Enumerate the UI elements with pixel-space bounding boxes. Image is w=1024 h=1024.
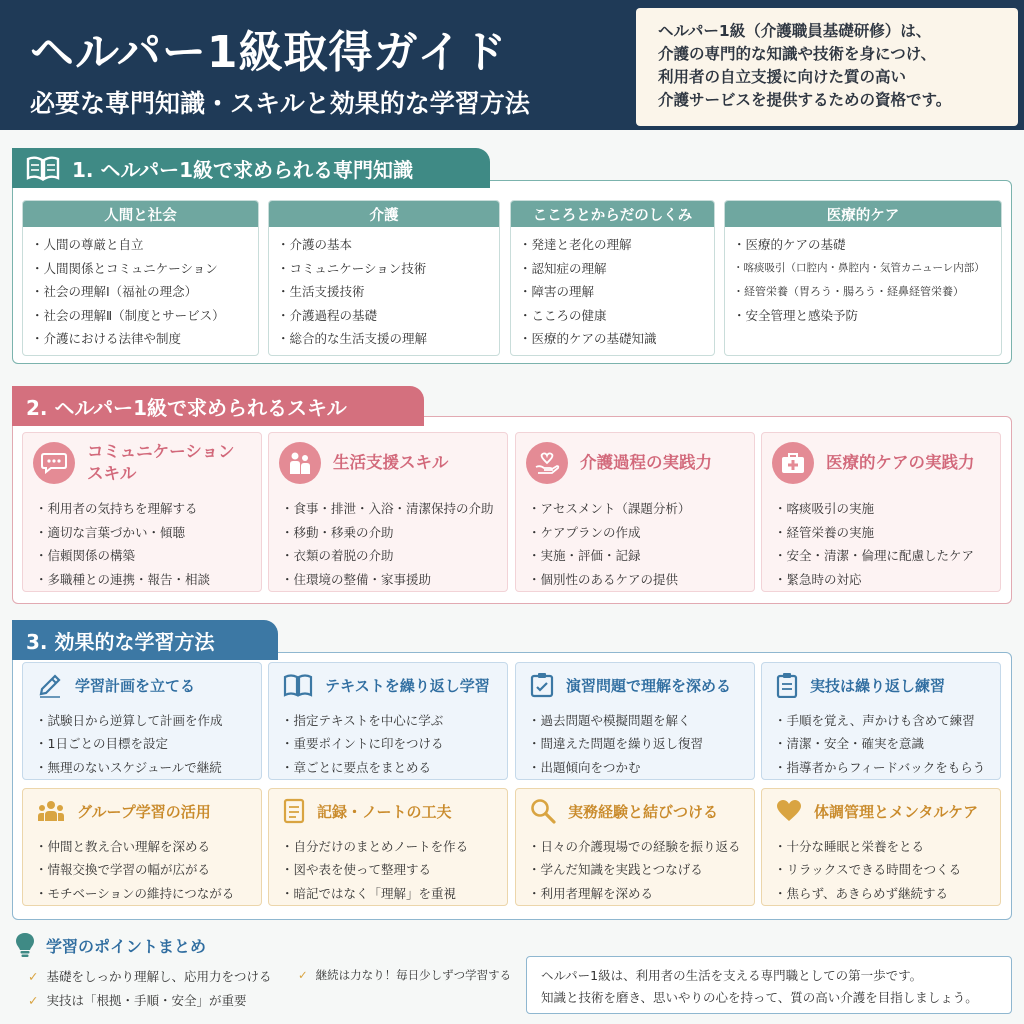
list-item: ・焦らず、あきらめず継続する bbox=[774, 885, 949, 901]
list-item: ・こころの健康 bbox=[519, 307, 607, 323]
lightbulb-icon bbox=[14, 932, 36, 958]
list-item: ・医療的ケアの基礎知識 bbox=[519, 331, 657, 347]
section-title: 2. ヘルパー1級で求められるスキル bbox=[26, 395, 347, 420]
list-item: ・重要ポイントに印をつける bbox=[281, 736, 444, 752]
list-item: ・総合的な生活支援の理解 bbox=[277, 331, 428, 347]
list-item: ・実施・評価・記録 bbox=[528, 548, 641, 564]
skills-section-tab bbox=[12, 386, 424, 426]
study-methods-section-tab bbox=[12, 620, 278, 660]
intro-line: 介護の専門的な知識や技術を身につけ、 bbox=[658, 45, 937, 63]
summary-point: ✓ 継続は力なり！毎日少しずつ学習する bbox=[298, 968, 512, 982]
knowledge-card bbox=[22, 200, 259, 356]
list-item: ・介護における法律や制度 bbox=[31, 331, 182, 347]
page-subtitle: 必要な専門知識・スキルと効果的な学習方法 bbox=[30, 89, 530, 118]
knowledge-card bbox=[724, 200, 1002, 356]
list-item: ・認知症の理解 bbox=[519, 260, 607, 276]
list-item: ・生活支援技術 bbox=[277, 284, 365, 300]
list-item: ・緊急時の対応 bbox=[774, 571, 862, 587]
closing-line: ヘルパー1級は、利用者の生活を支える専門職としての第一歩です。 bbox=[541, 968, 923, 983]
study-card bbox=[22, 662, 262, 780]
list-item: ・喀痰吸引の実施 bbox=[774, 501, 875, 516]
list-item: ・社会の理解Ⅱ（制度とサービス） bbox=[31, 307, 225, 323]
list-item: ・利用者の気持ちを理解する bbox=[35, 501, 198, 516]
list-item: ・適切な言葉づかい・傾聴 bbox=[35, 524, 186, 540]
intro-line: 介護サービスを提供するための資格です。 bbox=[658, 91, 952, 109]
summary-point: ✓ 実技は「根拠・手順・安全」が重要 bbox=[28, 992, 247, 1008]
speech-bubble-icon bbox=[33, 442, 75, 484]
card-title: 演習問題で理解を深める bbox=[566, 676, 732, 695]
list-item: ・1日ごとの目標を設定 bbox=[35, 736, 168, 752]
list-item: ・過去問題や模擬問題を解く bbox=[528, 713, 691, 728]
skill-card bbox=[22, 432, 262, 592]
card-title: スキル bbox=[87, 464, 137, 483]
list-item: ・モチベーションの維持につながる bbox=[35, 885, 235, 901]
knowledge-section-tab bbox=[12, 148, 490, 188]
list-item: ・社会の理解Ⅰ（福祉の理念） bbox=[31, 284, 198, 300]
list-item: ・手順を覚え、声かけも含めて練習 bbox=[774, 713, 975, 728]
checklist-icon bbox=[530, 672, 554, 698]
closing-message-box bbox=[526, 956, 1012, 1014]
list-item: ・多職種との連携・報告・相談 bbox=[35, 571, 211, 587]
list-item: ・経管栄養（胃ろう・腸ろう・経鼻経管栄養） bbox=[733, 285, 964, 299]
list-item: ・住環境の整備・家事援助 bbox=[281, 571, 432, 587]
list-item: ・衣類の着脱の介助 bbox=[281, 548, 394, 564]
list-item: ・コミュニケーション技術 bbox=[277, 260, 427, 276]
card-title: 体調管理とメンタルケア bbox=[814, 802, 979, 821]
list-item: ・喀痰吸引（口腔内・鼻腔内・気管カニューレ内部） bbox=[733, 261, 985, 274]
list-item: ・障害の理解 bbox=[519, 284, 595, 300]
check-icon: ✓ bbox=[298, 968, 308, 982]
list-item: ・学んだ知識を実践とつなげる bbox=[528, 862, 703, 878]
list-item: ・人間関係とコミュニケーション bbox=[31, 260, 218, 276]
intro-line: 利用者の自立支援に向けた質の高い bbox=[658, 68, 907, 86]
study-card bbox=[515, 662, 755, 780]
list-item: ・アセスメント（課題分析） bbox=[528, 501, 691, 516]
first-aid-icon bbox=[772, 442, 814, 484]
list-item: ・清潔・安全・確実を意識 bbox=[774, 736, 925, 752]
list-item: ・十分な睡眠と栄養をとる bbox=[774, 839, 925, 854]
card-title: 実務経験と結びつける bbox=[568, 802, 719, 821]
header-banner bbox=[0, 0, 1024, 130]
list-item: ・移動・移乗の介助 bbox=[281, 524, 394, 540]
list-item: ・章ごとに要点をまとめる bbox=[281, 759, 432, 775]
list-item: ・暗記ではなく「理解」を重視 bbox=[281, 885, 457, 901]
list-item: ・個別性のあるケアの提供 bbox=[528, 571, 679, 587]
list-item: ・介護過程の基礎 bbox=[277, 307, 378, 323]
study-card bbox=[268, 662, 508, 780]
study-card bbox=[515, 788, 755, 906]
skill-card bbox=[761, 432, 1001, 592]
intro-line: ヘルパー1級（介護職員基礎研修）は、 bbox=[658, 22, 932, 40]
list-item: ・出題傾向をつかむ bbox=[528, 759, 641, 775]
card-title: 記録・ノートの工夫 bbox=[317, 802, 452, 821]
study-card bbox=[761, 788, 1001, 906]
list-item: ・利用者理解を深める bbox=[528, 885, 654, 901]
list-item: ・図や表を使って整理する bbox=[281, 862, 432, 878]
section-title: 3. 効果的な学習方法 bbox=[26, 629, 215, 654]
hand-heart-icon bbox=[526, 442, 568, 484]
card-title: こころとからだのしくみ bbox=[511, 201, 714, 227]
intro-box bbox=[636, 8, 1018, 126]
list-item: ・試験日から逆算して計画を作成 bbox=[35, 713, 223, 728]
list-item: ・発達と老化の理解 bbox=[519, 237, 632, 252]
open-book-icon bbox=[283, 673, 313, 697]
list-item: ・リラックスできる時間をつくる bbox=[774, 862, 962, 878]
check-icon: ✓ bbox=[28, 968, 39, 984]
card-title: テキストを繰り返し学習 bbox=[325, 676, 490, 695]
list-item: ・指導者からフィードバックをもらう bbox=[774, 759, 986, 775]
list-item: ・ケアプランの作成 bbox=[528, 524, 641, 540]
card-title: グループ学習の活用 bbox=[77, 802, 211, 821]
list-item: ・経管栄養の実施 bbox=[774, 524, 875, 540]
clipboard-icon bbox=[776, 672, 798, 698]
notebook-icon bbox=[283, 798, 305, 824]
list-item: ・間違えた問題を繰り返し復習 bbox=[528, 736, 704, 752]
card-title: 医療的ケアの実践力 bbox=[826, 453, 975, 472]
card-title: 実技は繰り返し練習 bbox=[810, 676, 946, 695]
heart-icon bbox=[776, 799, 802, 823]
summary-header bbox=[14, 932, 206, 958]
people-icon bbox=[279, 442, 321, 484]
list-item: ・人間の尊厳と自立 bbox=[31, 237, 144, 252]
knowledge-card bbox=[510, 200, 715, 356]
list-item: ・日々の介護現場での経験を振り返る bbox=[528, 839, 741, 854]
card-title: 生活支援スキル bbox=[333, 453, 449, 472]
list-item: ・自分だけのまとめノートを作る bbox=[281, 839, 469, 854]
study-card bbox=[268, 788, 508, 906]
list-item: ・信頼関係の構築 bbox=[35, 548, 136, 564]
list-item: ・食事・排泄・入浴・清潔保持の介助 bbox=[281, 501, 494, 516]
card-title: 介護過程の実践力 bbox=[580, 453, 712, 472]
list-item: ・指定テキストを中心に学ぶ bbox=[281, 713, 444, 728]
list-item: ・医療的ケアの基礎 bbox=[733, 237, 846, 252]
card-title: コミュニケーション bbox=[87, 442, 235, 461]
list-item: ・仲間と教え合い理解を深める bbox=[35, 839, 211, 854]
magnifier-icon bbox=[530, 798, 556, 824]
pencil-icon bbox=[37, 672, 63, 698]
section-title: 1. ヘルパー1級で求められる専門知識 bbox=[72, 157, 413, 182]
summary-point: ✓ 基礎をしっかり理解し、応用力をつける bbox=[28, 968, 272, 984]
list-item: ・安全・清潔・倫理に配慮したケア bbox=[774, 548, 975, 564]
summary-title: 学習のポイントまとめ bbox=[46, 936, 207, 956]
check-icon: ✓ bbox=[28, 992, 39, 1008]
study-card bbox=[22, 788, 262, 906]
card-title: 学習計画を立てる bbox=[75, 676, 196, 695]
list-item: ・無理のないスケジュールで継続 bbox=[35, 759, 222, 775]
closing-line: 知識と技術を磨き、思いやりの心を持って、質の高い介護を目指しましょう。 bbox=[541, 990, 978, 1005]
list-item: ・介護の基本 bbox=[277, 237, 353, 252]
list-item: ・情報交換で学習の幅が広がる bbox=[35, 862, 211, 878]
book-icon bbox=[26, 155, 60, 181]
skill-card bbox=[515, 432, 755, 592]
card-title: 医療的ケア bbox=[725, 201, 1001, 227]
card-title: 介護 bbox=[269, 201, 499, 227]
list-item: ・安全管理と感染予防 bbox=[733, 307, 859, 323]
study-card bbox=[761, 662, 1001, 780]
knowledge-card bbox=[268, 200, 500, 356]
skill-card bbox=[268, 432, 508, 592]
card-title: 人間と社会 bbox=[23, 201, 258, 227]
group-icon bbox=[37, 799, 65, 823]
page-title: ヘルパー1級取得ガイド bbox=[30, 27, 508, 78]
